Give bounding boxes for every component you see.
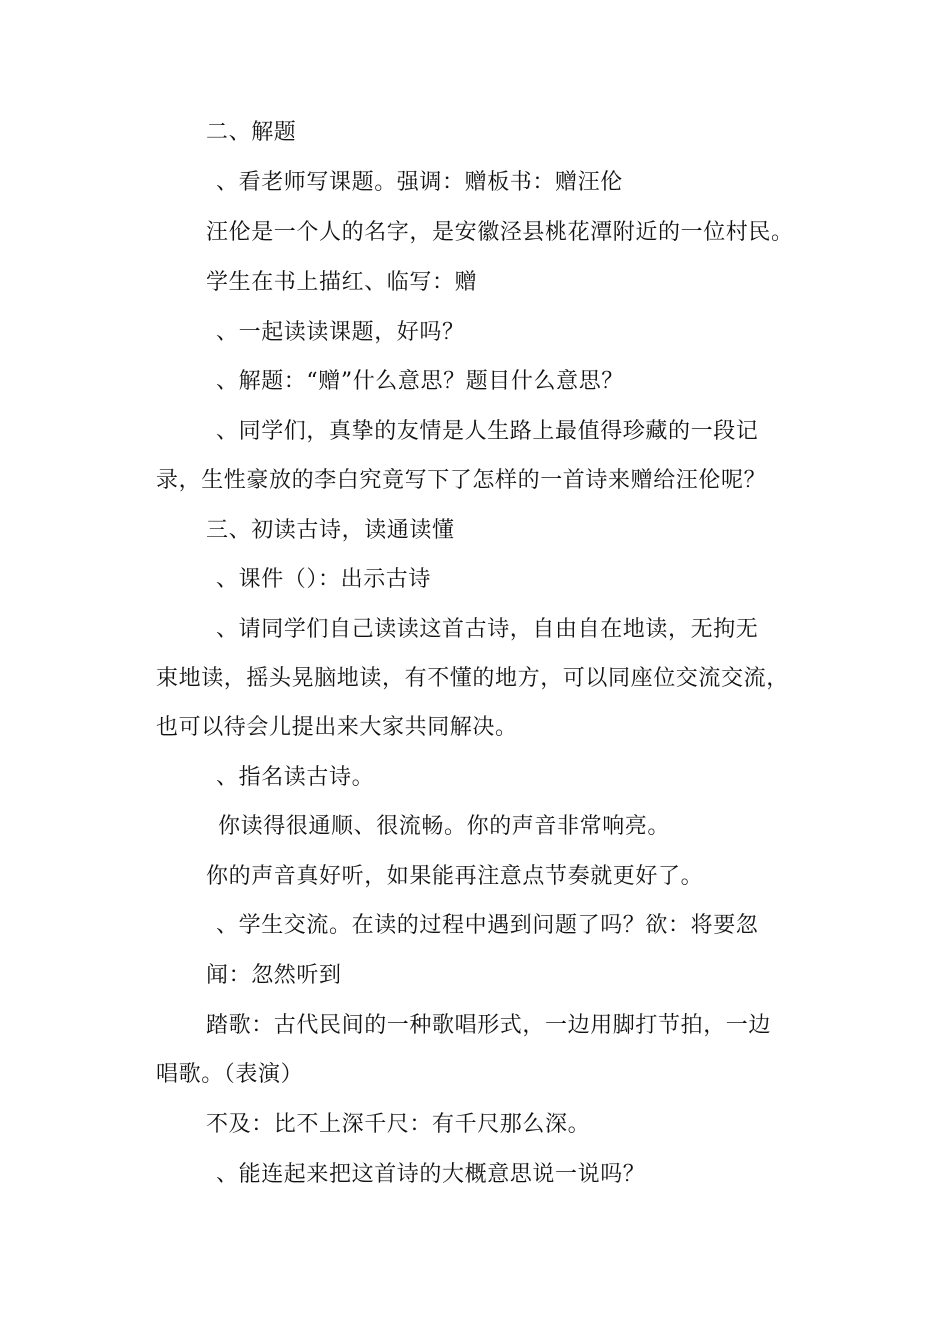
paragraph-line: 、一起读读课题，好吗？ [216, 320, 465, 345]
paragraph-line: 、解题：“赠”什么意思？题目什么意思？ [216, 369, 624, 394]
paragraph-line: 、课件（）：出示古诗 [216, 567, 432, 592]
paragraph-line: 唱歌。（表演） [156, 1062, 304, 1087]
paragraph-line: 、能连起来把这首诗的大概意思说一说吗？ [216, 1162, 646, 1187]
paragraph-line: 你的声音真好听，如果能再注意点节奏就更好了。 [206, 864, 704, 889]
section-heading-3: 三、初读古诗，读通读懂 [206, 518, 455, 543]
paragraph-line: 束地读，摇头晃脑地读，有不懂的地方，可以同座位交流交流， [156, 666, 789, 691]
paragraph-line: 、看老师写课题。强调：赠板书：赠汪伦 [216, 170, 623, 195]
paragraph-line: 、请同学们自己读读这首古诗，自由自在地读，无拘无 [216, 617, 759, 642]
paragraph-line: 、指名读古诗。 [216, 765, 375, 790]
paragraph-line: 学生在书上描红、临写：赠 [206, 270, 478, 295]
paragraph-line: 汪伦是一个人的名字，是安徽泾县桃花潭附近的一位村民。 [206, 220, 794, 245]
paragraph-line: 录，生性豪放的李白究竟写下了怎样的一首诗来赠给汪伦呢？ [156, 468, 767, 493]
paragraph-line: 、同学们，真挚的友情是人生路上最值得珍藏的一段记 [216, 419, 759, 444]
paragraph-line: 你读得很通顺、很流畅。你的声音非常响亮。 [218, 814, 671, 839]
paragraph-line: 也可以待会儿提出来大家共同解决。 [156, 715, 518, 740]
paragraph-line: 不及：比不上深千尺：有千尺那么深。 [206, 1112, 591, 1137]
paragraph-line: 闻：忽然听到 [206, 963, 342, 988]
section-heading-2: 二、解题 [206, 120, 297, 145]
paragraph-line: 、学生交流。在读的过程中遇到问题了吗？欲：将要忽 [216, 913, 759, 938]
paragraph-line: 踏歌：古代民间的一种歌唱形式，一边用脚打节拍，一边 [206, 1013, 772, 1038]
